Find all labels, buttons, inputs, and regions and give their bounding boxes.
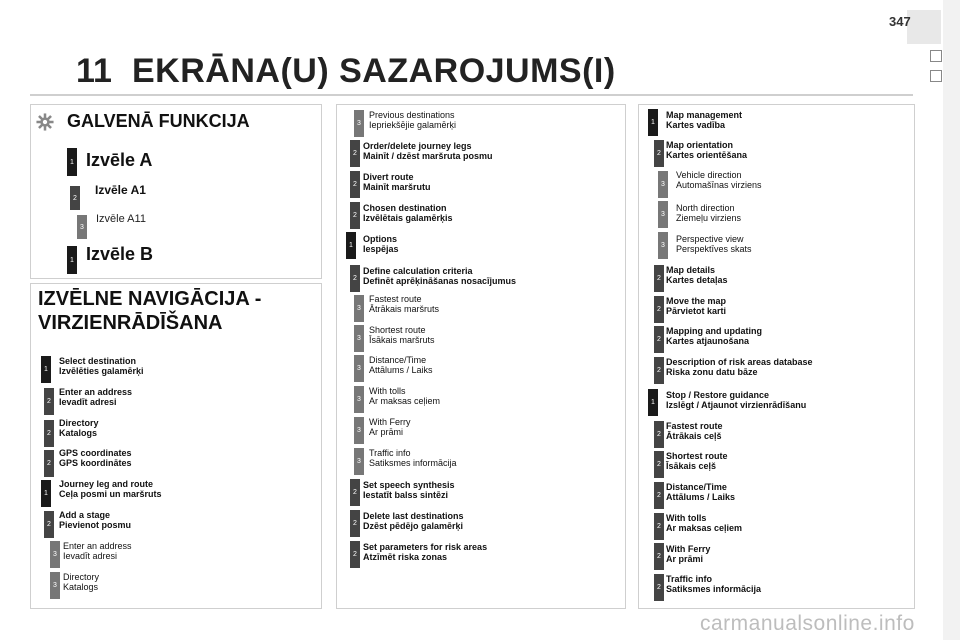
gear-icon [36,113,54,131]
menu-item: Define calculation criteria Definēt aprēķināšanas nosacījumus [363,266,517,286]
menu-item: Chosen destination Izvēlētais galamērķis [363,203,453,223]
nav-menu-title: IZVĒLNE NAVIGĀCIJA - VIRZIENRĀDĪŠANA [38,288,262,334]
menu-item: Previous destinations Iepriekšējie galamērķi [369,110,457,130]
level-badge: 1 [346,232,356,259]
level-badge: 3 [658,171,668,198]
menu-item: GPS coordinates GPS koordinātes [59,448,132,468]
level-badge: 2 [44,450,54,477]
legend-item-label: Izvēle A [86,150,153,170]
level-badge: 2 [44,420,54,447]
legend-item-label: Izvēle A1 [95,183,146,197]
menu-item: Fastest route Ātrākais ceļš [666,421,723,441]
level-badge: 2 [654,482,664,509]
level-badge: 2 [654,326,664,353]
page-edge-bar [943,0,960,640]
menu-item: Select destination Izvēlēties galamērķi [59,356,144,376]
menu-item: Stop / Restore guidance Izslēgt / Atjaunot virzienrādīšanu [666,390,807,410]
level-badge: 3 [354,448,364,475]
level-badge: 1 [648,109,658,136]
level-badge: 1 [67,148,77,176]
menu-item: North direction Ziemeļu virziens [676,203,742,223]
menu-item: With Ferry Ar prāmi [369,417,411,437]
page-corner-tab [907,10,941,44]
legend-item-label: Izvēle A11 [96,213,146,225]
level-badge: 2 [654,513,664,540]
menu-item: Options Iespējas [363,234,399,254]
checkbox-icon [930,50,942,62]
level-badge: 3 [658,201,668,228]
legend-title: GALVENĀ FUNKCIJA [67,111,250,131]
menu-item: Journey leg and route Ceļa posmi un maršruts [59,479,162,499]
menu-item: Distance/Time Attālums / Laiks [369,355,433,375]
menu-item: Order/delete journey legs Mainīt / dzēst maršruta posmu [363,141,493,161]
level-badge: 3 [50,572,60,599]
menu-item: Description of risk areas database Riska zonu datu bāze [666,357,813,377]
chapter-number: 11 [76,52,112,90]
legend-item-label: Izvēle B [86,244,154,264]
level-badge: 2 [654,421,664,448]
level-badge: 2 [350,265,360,292]
menu-item: Directory Katalogs [59,418,99,438]
chapter-title: EKRĀNA(U) SAZAROJUMS(I) [132,52,616,90]
level-badge: 2 [654,296,664,323]
level-badge: 2 [654,574,664,601]
level-badge: 3 [354,110,364,137]
level-badge: 2 [654,357,664,384]
level-badge: 3 [354,386,364,413]
level-badge: 3 [354,325,364,352]
menu-item: Map details Kartes detaļas [666,265,728,285]
level-badge: 2 [44,511,54,538]
level-badge: 1 [41,356,51,383]
level-badge: 2 [350,510,360,537]
title-divider [30,94,913,96]
checkbox-icon [930,70,942,82]
level-badge: 2 [350,479,360,506]
level-badge: 3 [354,355,364,382]
level-badge: 3 [354,417,364,444]
menu-item: Traffic info Satiksmes informācija [369,448,457,468]
level-badge: 2 [654,140,664,167]
menu-item: Map orientation Kartes orientēšana [666,140,748,160]
level-badge: 2 [44,388,54,415]
level-badge: 2 [350,140,360,167]
level-badge: 2 [654,265,664,292]
menu-item: Enter an address Ievadīt adresi [59,387,133,407]
menu-item: Directory Katalogs [63,572,100,592]
menu-item: Perspective view Perspektīves skats [676,234,752,254]
level-badge: 2 [350,541,360,568]
menu-item: Add a stage Pievienot posmu [59,510,132,530]
level-badge: 3 [354,295,364,322]
level-badge: 2 [70,186,80,210]
level-badge: 3 [50,541,60,568]
page-number: 347 [889,14,911,29]
menu-item: Enter an address Ievadīt adresi [63,541,132,561]
level-badge: 1 [67,246,77,274]
menu-item: With tolls Ar maksas ceļiem [666,513,743,533]
level-badge: 2 [350,171,360,198]
menu-item: Set speech synthesis Iestatīt balss sintēzi [363,480,455,500]
level-badge: 2 [654,451,664,478]
level-badge: 1 [648,389,658,416]
level-badge: 2 [350,202,360,229]
menu-item: Vehicle direction Automašīnas virziens [676,170,762,190]
menu-item: Delete last destinations Dzēst pēdējo galamērķi [363,511,464,531]
menu-item: Shortest route Īsākais ceļš [666,451,728,471]
menu-item: Distance/Time Attālums / Laiks [666,482,736,502]
menu-item: Mapping and updating Kartes atjaunošana [666,326,762,346]
menu-item: Traffic info Satiksmes informācija [666,574,762,594]
menu-item: Move the map Pārvietot karti [666,296,727,316]
menu-item: With tolls Ar maksas ceļiem [369,386,441,406]
menu-item: Shortest route Īsākais maršruts [369,325,435,345]
menu-item: Divert route Mainīt maršrutu [363,172,431,192]
watermark: carmanualsonline.info [700,612,915,635]
menu-item: With Ferry Ar prāmi [666,544,711,564]
level-badge: 3 [77,215,87,239]
level-badge: 2 [654,543,664,570]
menu-item: Set parameters for risk areas Atzīmēt riska zonas [363,542,488,562]
menu-item: Fastest route Ātrākais maršruts [369,294,440,314]
menu-item: Map management Kartes vadība [666,110,743,130]
level-badge: 3 [658,232,668,259]
level-badge: 1 [41,480,51,507]
